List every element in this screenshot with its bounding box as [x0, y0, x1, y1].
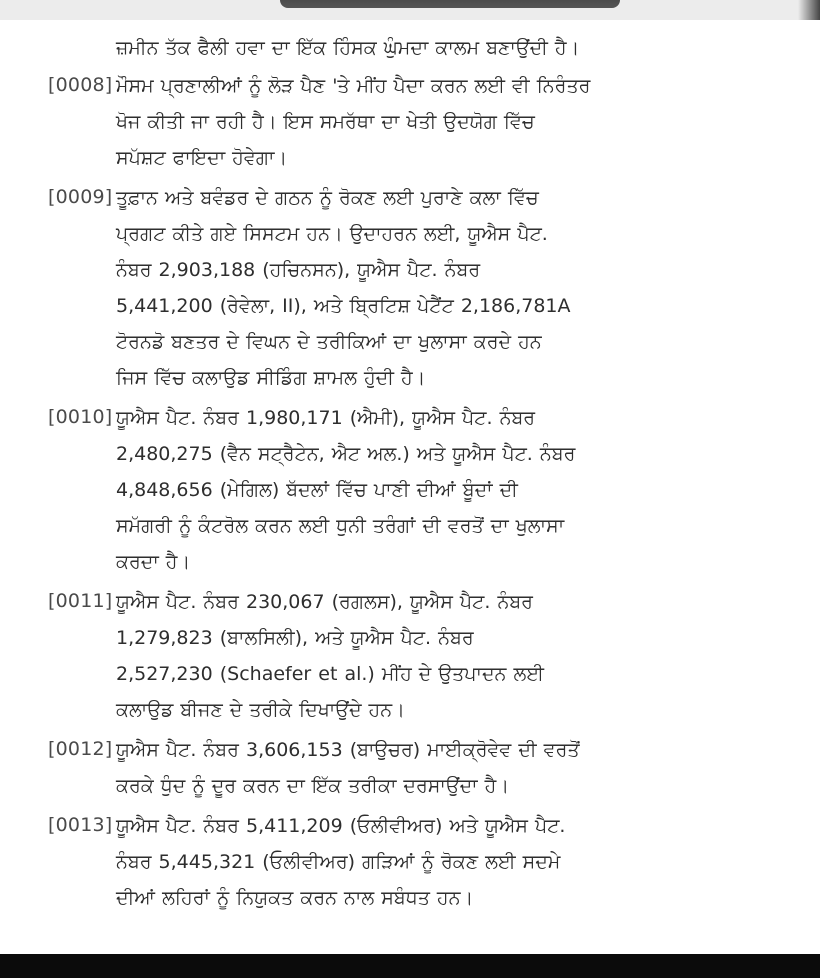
- paragraph-text: [116, 30, 808, 66]
- paragraph-text: [116, 732, 808, 804]
- paragraph-0013: [48, 808, 808, 916]
- text-line: ਯੂਐਸ ਪੈਟ. ਨੰਬਰ 1,980,171 (ਐਮੀ), ਯੂਐਸ ਪੈਟ. ਨੰਬਰ: [116, 407, 536, 429]
- text-line: ਖੋਜ ਕੀਤੀ ਜਾ ਰਹੀ ਹੈ। ਇਸ ਸਮਰੱਥਾ ਦਾ ਖੇਤੀ ਉਦਯੋਗ ਵਿੱਚ: [116, 111, 535, 133]
- text-line: ਨੰਬਰ 2,903,188 (ਹਚਿਨਸਨ), ਯੂਐਸ ਪੈਟ. ਨੰਬਰ: [116, 259, 481, 281]
- text-line: 2,480,275 (ਵੈਨ ਸਟ੍ਰੈਟੇਨ, ਐਟ ਅਲ.) ਅਤੇ ਯੂਐਸ ਪੈਟ. ਨੰਬਰ: [116, 443, 576, 465]
- text-line: 1,279,823 (ਬਾਲਸਿਲੀ), ਅਤੇ ਯੂਐਸ ਪੈਟ. ਨੰਬਰ: [116, 627, 474, 649]
- top-bar: [0, 0, 820, 20]
- text-line: ਦੀਆਂ ਲਹਿਰਾਂ ਨੂੰ ਨਿਯੁਕਤ ਕਰਨ ਨਾਲ ਸਬੰਧਤ ਹਨ।: [116, 887, 474, 909]
- text-line: ਜ਼ਮੀਨ ਤੱਕ ਫੈਲੀ ਹਵਾ ਦਾ ਇੱਕ ਹਿੰਸਕ ਘੁੰਮਦਾ ਕਾਲਮ ਬਣਾਉਂਦੀ ਹੈ।: [116, 37, 580, 59]
- paragraph-0010: [48, 400, 808, 580]
- text-line: ਕਲਾਉਡ ਬੀਜਣ ਦੇ ਤਰੀਕੇ ਦਿਖਾਉਂਦੇ ਹਨ।: [116, 699, 405, 721]
- paragraph-continued: [48, 30, 808, 66]
- text-line: ਪ੍ਰਗਟ ਕੀਤੇ ਗਏ ਸਿਸਟਮ ਹਨ। ਉਦਾਹਰਨ ਲਈ, ਯੂਐਸ ਪੈਟ.: [116, 223, 548, 245]
- text-line: ਨੰਬਰ 5,445,321 (ਓਲੀਵੀਅਰ) ਗੜਿਆਂ ਨੂੰ ਰੋਕਣ ਲਈ ਸਦਮੇ: [116, 851, 561, 873]
- paragraph-number: [0008]: [48, 74, 113, 96]
- text-line: ਟੋਰਨਡੋ ਬਣਤਰ ਦੇ ਵਿਘਨ ਦੇ ਤਰੀਕਿਆਂ ਦਾ ਖੁਲਾਸਾ ਕਰਦੇ ਹਨ: [116, 331, 542, 353]
- text-line: ਸਮੱਗਰੀ ਨੂੰ ਕੰਟਰੋਲ ਕਰਨ ਲਈ ਧੁਨੀ ਤਰੰਗਾਂ ਦੀ ਵਰਤੋਂ ਦਾ ਖੁਲਾਸਾ: [116, 515, 565, 537]
- text-line: 4,848,656 (ਮੇਗਿਲ) ਬੱਦਲਾਂ ਵਿੱਚ ਪਾਣੀ ਦੀਆਂ ਬੂੰਦਾਂ ਦੀ: [116, 479, 518, 501]
- paragraph-text: [116, 584, 808, 728]
- cropped-header: [280, 0, 620, 8]
- text-line: ਮੌਸਮ ਪ੍ਰਣਾਲੀਆਂ ਨੂੰ ਲੋੜ ਪੈਣ 'ਤੇ ਮੀਂਹ ਪੈਦਾ ਕਰਨ ਲਈ ਵੀ ਨਿਰੰਤਰ: [116, 75, 591, 97]
- paragraph-number: [0011]: [48, 590, 113, 612]
- paragraph-0011: [48, 584, 808, 728]
- text-line: ਤੂਫ਼ਾਨ ਅਤੇ ਬਵੰਡਰ ਦੇ ਗਠਨ ਨੂੰ ਰੋਕਣ ਲਈ ਪੁਰਾਣੇ ਕਲਾ ਵਿੱਚ: [116, 187, 539, 209]
- paragraph-text: [116, 400, 808, 580]
- paragraph-number: [0009]: [48, 186, 113, 208]
- text-line: ਯੂਐਸ ਪੈਟ. ਨੰਬਰ 3,606,153 (ਬਾਉਚਰ) ਮਾਈਕ੍ਰੋਵੇਵ ਦੀ ਵਰਤੋਂ: [116, 739, 580, 761]
- text-line: ਕਰਕੇ ਧੁੰਦ ਨੂੰ ਦੂਰ ਕਰਨ ਦਾ ਇੱਕ ਤਰੀਕਾ ਦਰਸਾਉਂਦਾ ਹੈ।: [116, 775, 510, 797]
- scroll-shadow: [798, 0, 820, 20]
- paragraph-0012: [48, 732, 808, 804]
- paragraph-number: [0010]: [48, 406, 113, 428]
- paragraph-text: [116, 180, 808, 396]
- paragraph-text: [116, 68, 808, 176]
- text-line: ਜਿਸ ਵਿੱਚ ਕਲਾਉਡ ਸੀਡਿੰਗ ਸ਼ਾਮਲ ਹੁੰਦੀ ਹੈ।: [116, 367, 426, 389]
- document-body: [48, 30, 808, 916]
- paragraph-number: [0013]: [48, 814, 113, 836]
- text-line: ਯੂਐਸ ਪੈਟ. ਨੰਬਰ 5,411,209 (ਓਲੀਵੀਅਰ) ਅਤੇ ਯੂਐਸ ਪੈਟ.: [116, 815, 566, 837]
- paragraph-text: [116, 808, 808, 916]
- text-line: 2,527,230 (Schaefer et al.) ਮੀਂਹ ਦੇ ਉਤਪਾਦਨ ਲਈ: [116, 663, 544, 685]
- paragraph-number: [0012]: [48, 738, 113, 760]
- text-line: ਯੂਐਸ ਪੈਟ. ਨੰਬਰ 230,067 (ਰਗਲਸ), ਯੂਐਸ ਪੈਟ. ਨੰਬਰ: [116, 591, 533, 613]
- text-line: ਕਰਦਾ ਹੈ।: [116, 551, 191, 573]
- paragraph-0008: [48, 68, 808, 176]
- text-line: ਸਪੱਸ਼ਟ ਫਾਇਦਾ ਹੋਵੇਗਾ।: [116, 147, 288, 169]
- text-line: 5,441,200 (ਰੇਵੇਲਾ, II), ਅਤੇ ਬ੍ਰਿਟਿਸ਼ ਪੇਟੈਂਟ 2,186,781A: [116, 295, 571, 317]
- paragraph-0009: [48, 180, 808, 396]
- bottom-bar: [0, 954, 820, 978]
